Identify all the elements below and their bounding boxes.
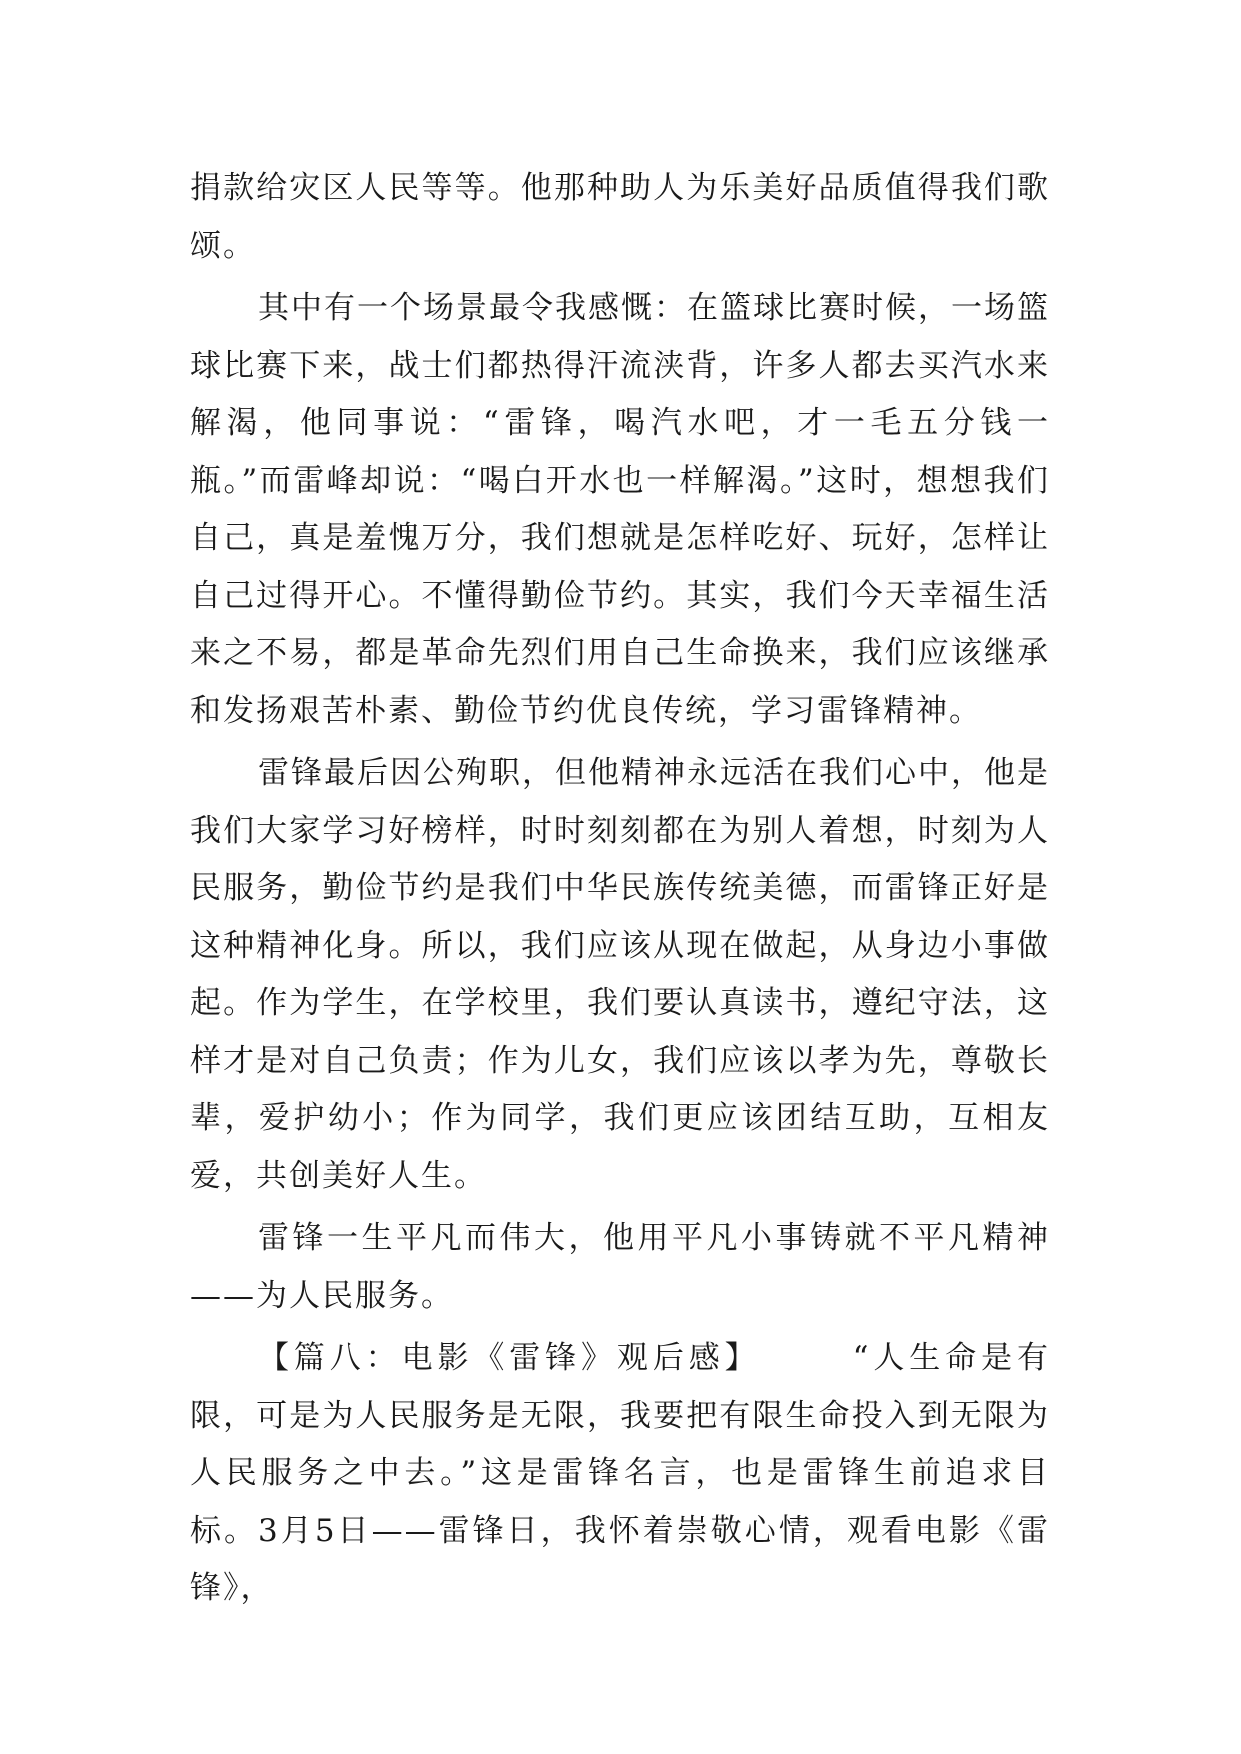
paragraph-2: 其中有一个场景最令我感慨：在篮球比赛时候，一场篮球比赛下来，战士们都热得汗流浃背，许多人都去买汽水来解渴，他同事说：“雷锋，喝汽水吧，才一毛五分钱一瓶。”而雷峰却说：“喝白开水也一样解渴。”这时，想想我们自己，真是羞愧万分，我们想就是怎样吃好、玩好，怎样让自己过得开心。不懂得勤俭节约。其实，我们今天幸福生活来之不易，都是革命先烈们用自己生命换来，我们应该继承和发扬艰苦朴素、勤俭节约优良传统，学习雷锋精神。: [190, 290, 1050, 729]
paragraph-3: 雷锋最后因公殉职，但他精神永远活在我们心中，他是我们大家学习好榜样，时时刻刻都在为别人着想，时刻为人民服务，勤俭节约是我们中华民族传统美德，而雷锋正好是这种精神化身。所以，我们应该从现在做起，从身边小事做起。作为学生，在学校里，我们要认真读书，遵纪守法，这样才是对自己负责；作为儿女，我们应该以孝为先，尊敬长辈，爱护幼小；作为同学，我们更应该团结互助，互相友爱，共创美好人生。: [190, 755, 1050, 1194]
paragraph-1: 捐款给灾区人民等等。他那种助人为乐美好品质值得我们歌颂。: [190, 170, 1050, 264]
paragraph-4: 雷锋一生平凡而伟大，他用平凡小事铸就不平凡精神——为人民服务。: [190, 1220, 1050, 1314]
document-body: [190, 160, 1050, 1623]
paragraph-5: 【篇八：电影《雷锋》观后感】 “人生命是有限，可是为人民服务是无限，我要把有限生命投入到无限为人民服务之中去。”这是雷锋名言，也是雷锋生前追求目标。3月5日——雷锋日，我怀着崇敬心情，观看电影《雷锋》，: [190, 1340, 1050, 1606]
